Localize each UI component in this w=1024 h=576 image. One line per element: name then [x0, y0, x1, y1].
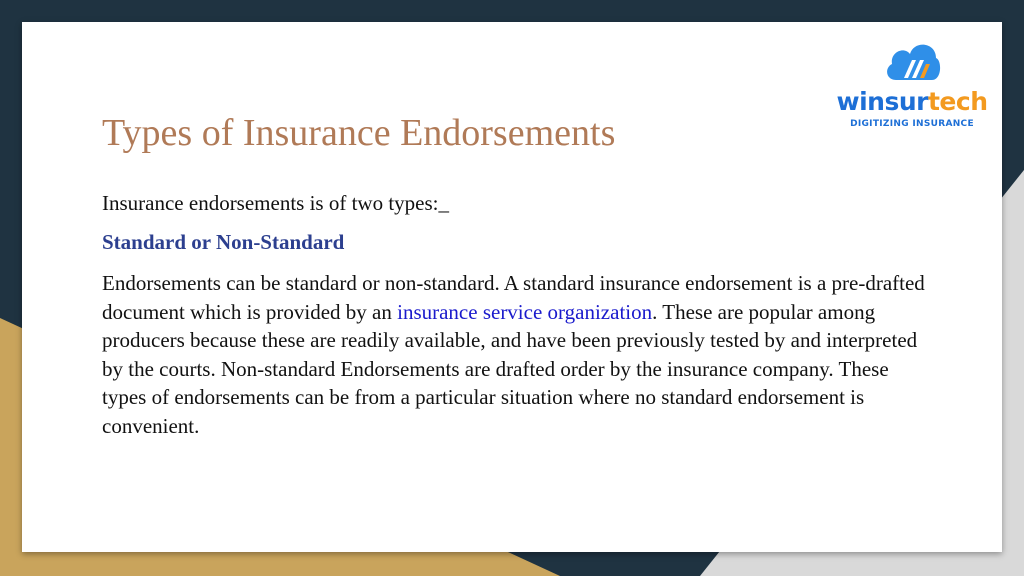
slide [22, 22, 1002, 552]
logo-word-part2: tech [927, 87, 988, 116]
logo-tagline: DIGITIZING INSURANCE [850, 119, 974, 129]
logo-wordmark [832, 88, 992, 116]
body-paragraph [102, 269, 932, 440]
company-logo [832, 36, 992, 136]
section-subheading: Standard or Non-Standard [102, 230, 345, 254]
cloud-icon [882, 36, 942, 84]
body-text-part2: . These are popular among producers because these are readily available, and have been previously tested by and interpreted by the courts. Non-standard Endorsements are drafted order by the insurance company. These types of endorsements can be from a particular situation where no standard endorsement is convenient. [102, 299, 918, 438]
body-text-part1: Endorsements can be standard or non-standard. A standard insurance endorsement is a pre-drafted document which is provided by an [102, 271, 925, 324]
insurance-service-organization-link[interactable]: insurance service organization [397, 299, 653, 324]
slide-title: Types of Insurance Endorsements [102, 112, 616, 154]
intro-text: Insurance endorsements is of two types:_ [102, 191, 450, 215]
logo-word-part1: winsur [836, 87, 928, 116]
